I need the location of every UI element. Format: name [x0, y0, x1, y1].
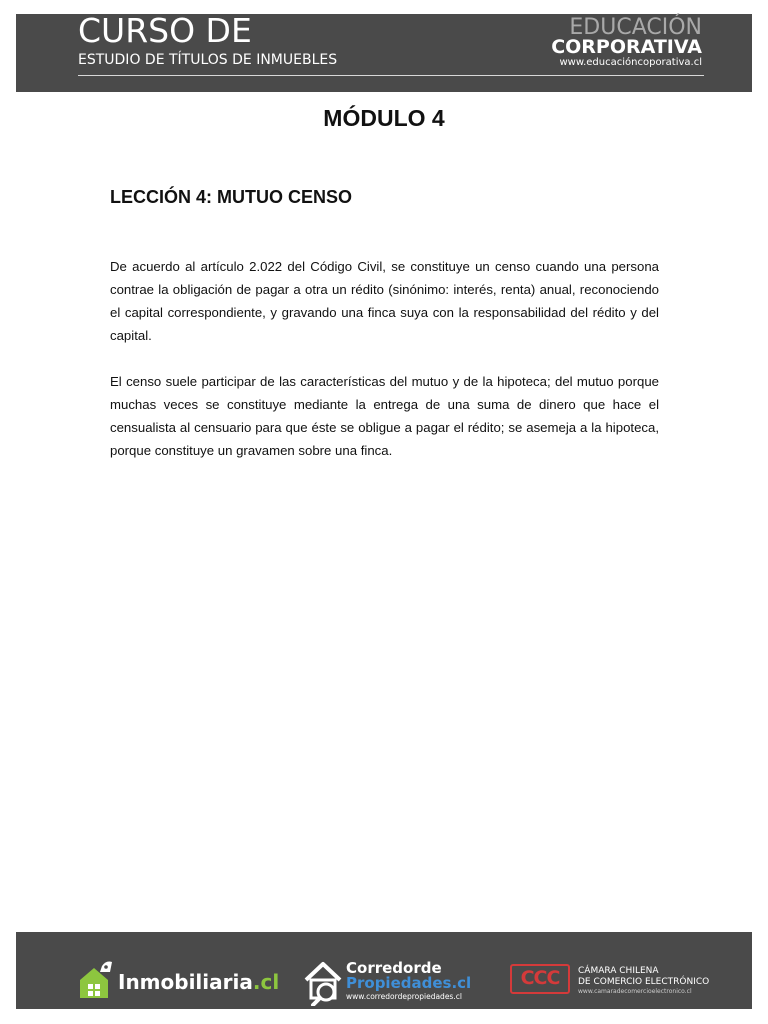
course-title: CURSO DE — [78, 11, 252, 50]
module-title: MÓDULO 4 — [323, 105, 445, 131]
corredor-logo — [302, 958, 482, 1008]
camara-line1: CÁMARA CHILENA — [578, 966, 659, 976]
corredor-line1: Corredorde — [346, 959, 442, 977]
brand-url: www.educacióncoporativa.cl — [559, 57, 702, 68]
house-magnifier-icon — [302, 958, 346, 1006]
inmobiliaria-name: Inmobiliaria — [118, 970, 253, 994]
footer-banner — [16, 932, 752, 1009]
lesson-title: LECCIÓN 4: MUTUO CENSO — [110, 187, 353, 207]
paragraph-1: De acuerdo al artículo 2.022 del Código Civil, se constituye un censo cuando una persona contrae la obligación de pagar a otra un rédito (sinónimo: interés, renta) anual, reconociendo el capital correspondiente, y gravando una finca suya con la responsabilidad del rédito y del capital. — [110, 259, 659, 343]
inmobiliaria-suffix: .cl — [252, 970, 280, 994]
header-banner — [16, 11, 752, 92]
camara-url: www.camaradecomercioelectronico.cl — [578, 988, 692, 995]
inmobiliaria-logo — [76, 958, 286, 1004]
corredor-url: www.corredordepropiedades.cl — [346, 992, 462, 1001]
camara-line2: DE COMERCIO ELECTRÓNICO — [578, 977, 710, 987]
brand-educacion: EDUCACIÓN — [569, 15, 702, 40]
corredor-line2: Propiedades.cl — [346, 974, 472, 992]
header-divider — [78, 75, 704, 76]
ccc-mark: CCC — [510, 964, 570, 994]
camara-logo — [510, 962, 720, 1002]
brand-corporativa: CORPORATIVA — [551, 36, 702, 58]
course-subtitle: ESTUDIO DE TÍTULOS DE INMUEBLES — [78, 52, 338, 68]
house-tag-icon — [76, 958, 116, 1002]
paragraph-2: El censo suele participar de las características del mutuo y de la hipoteca; del mutuo porque muchas veces se constituye mediante la entrega de una suma de dinero que hace el censualista al censuario para que éste se obligue a pagar el rédito; se asemeja a la hipoteca, porque constituye un gravamen sobre una finca. — [110, 374, 659, 458]
